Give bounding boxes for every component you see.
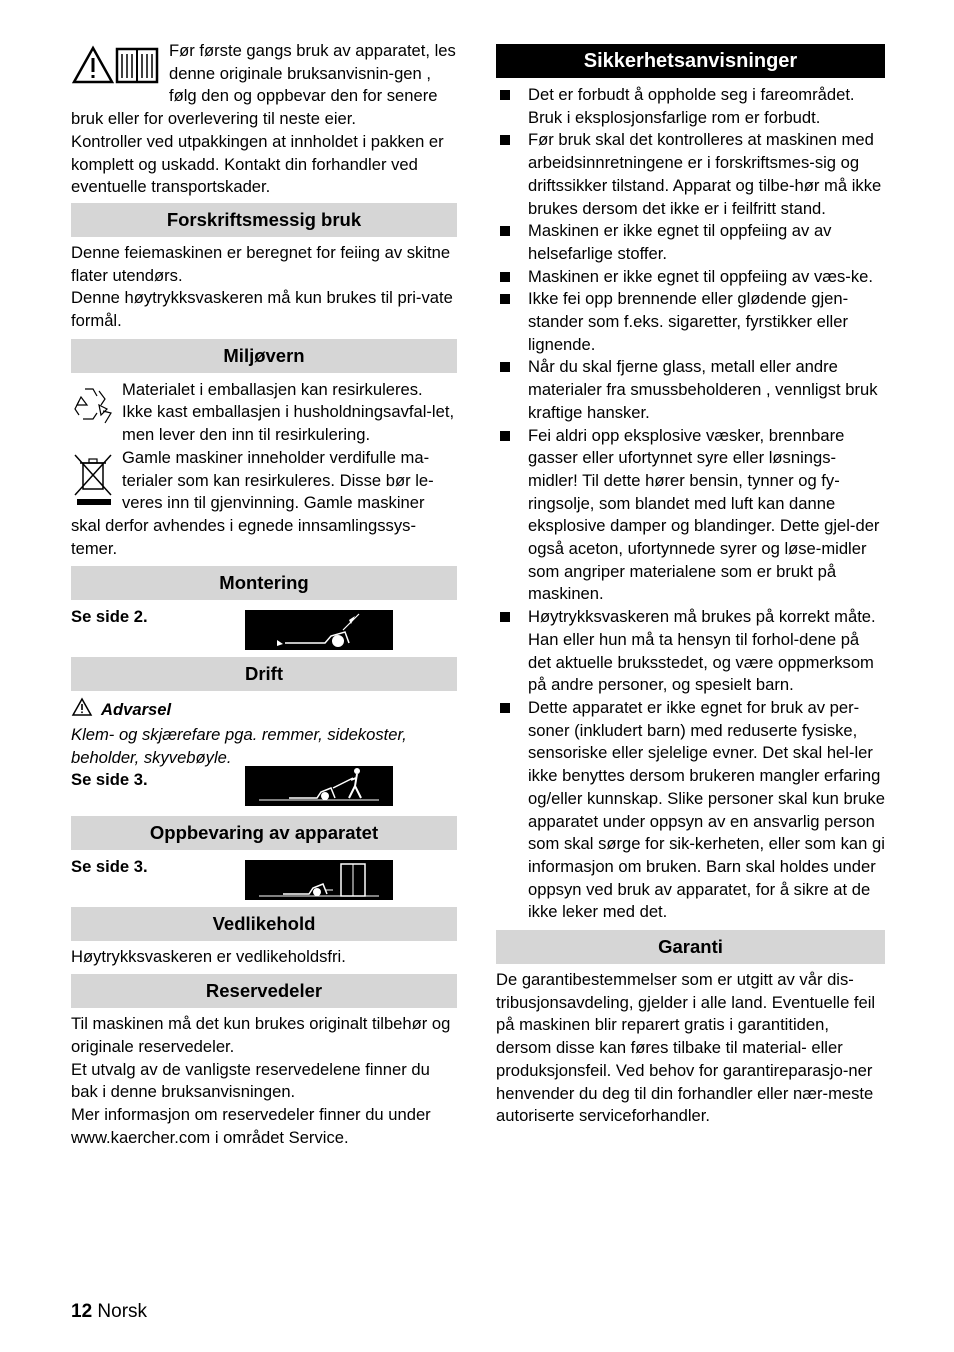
heading-vedlikehold: Vedlikehold [71,907,457,941]
list-item: Når du skal fjerne glass, metall eller andre materialer fra smussbeholderen , vennligst bruk kraftige hansker. [496,356,885,424]
bullet-square-icon [500,612,510,622]
vedlikehold-p1: Høytrykksvaskeren er vedlikeholdsfri. [71,947,346,967]
oppbevaring-ref-row [71,856,457,900]
drift-ref: Se side 3. [71,770,148,790]
heading-forskriftsmessig-bruk: Forskriftsmessig bruk [71,203,457,237]
drift-ref-row [71,769,457,813]
list-item: Det er forbudt å oppholde seg i fareområdet. Bruk i eksplosjonsfarlige rom er forbudt. [496,84,885,129]
list-item: Ikke fei opp brennende eller glødende gjen-stander som f.eks. sigaretter, fyrstikker eller lignende. [496,288,885,356]
forskrift-p1: Denne feiemaskinen er beregnet for feiing av skitne flater utendørs. [71,242,451,285]
safety-list [496,84,885,924]
miljo-body [71,379,457,561]
heading-reservedeler: Reservedeler [71,974,457,1008]
bullet-square-icon [500,703,510,713]
heading-sikkerhetsanvisninger: Sikkerhetsanvisninger [496,44,885,78]
drift-warning-line [71,697,457,724]
warning-text: Klem- og skjærefare pga. remmer, sidekoster, beholder, skyvebøyle. [71,725,407,767]
oppbevaring-ref: Se side 3. [71,857,148,877]
reservedeler-p3: Mer informasjon om reservedeler finner du under www.kaercher.com i området Service. [71,1104,431,1147]
reservedeler-p2: Et utvalg av de vanligste reservedelene finner du bak i denne bruksanvisningen. [71,1059,430,1102]
bullet-square-icon [500,226,510,236]
oppbevaring-illustration [245,860,393,900]
forskrift-p2: Denne høytrykksvaskeren må kun brukes til pri-vate formål. [71,288,453,331]
montering-illustration [245,610,393,650]
heading-garanti: Garanti [496,930,885,964]
forskrift-body [71,242,457,333]
garanti-p1: De garantibestemmelser som er utgitt av vår dis-tribusjonsavdeling, gjelder i alle land. Eventuelle feil på maskinen blir reparert gratis i garantitiden, dersom disse kan føres tilbake til material- eller produksjonsfeil. Ved behov for garantireparasjo-ner henvender du deg til din forhandler eller nær-meste autoriserte serviceforhandler. [496,970,876,1126]
miljo-p1: Materialet i emballasjen kan resirkuleres. Ikke kast emballasjen i husholdningsavfal-let, men lever den inn til resirkulering. [122,379,455,445]
weee-block [71,447,457,561]
drift-body [71,697,457,813]
bullet-square-icon [500,294,510,304]
list-item: Maskinen er ikke egnet til oppfeiing av væs-ke. [496,266,885,289]
heading-miljovern: Miljøvern [71,339,457,373]
miljo-p2: Gamle maskiner inneholder verdifulle ma-terialer som kan resirkuleres. Disse bør le-veres inn til gjenvinning. Gamle maskiner skal derfor avhendes i egnede innsamlingssys-temer. [71,447,434,558]
page-number: 12 [71,1301,93,1322]
bullet-square-icon [500,431,510,441]
intro-text-1: Før første gangs bruk av apparatet, les denne originale bruksanvisnin-gen , følg den og oppbevar den for senere bruk eller for overlevering til neste eier. [71,41,456,129]
warning-label: Advarsel [101,700,172,720]
recycle-block [71,379,457,447]
intro-block [71,40,457,199]
list-item: Før bruk skal det kontrolleres at maskinen med arbeidsinnretningene er i forskriftsmes-sig og driftssikker tilstand. Apparat og tilbe-hør må ikke brukes dersom det ikke er i feilfritt stand. [496,129,885,220]
montering-ref: Se side 2. [71,607,148,627]
intro-text-2: Kontroller ved utpakkingen at innholdet i pakken er komplett og uskadd. Kontakt din forhandler ved eventuelle transportskader. [71,131,444,197]
bullet-square-icon [500,362,510,372]
list-item: Maskinen er ikke egnet til oppfeiing av av helsefarlige stoffer. [496,220,885,265]
page-footer [71,1301,147,1324]
reservedeler-body [71,1013,457,1149]
heading-oppbevaring: Oppbevaring av apparatet [71,816,457,850]
bullet-square-icon [500,90,510,100]
footer-language: Norsk [97,1301,148,1322]
list-item: Dette apparatet er ikke egnet for bruk av per-soner (inkludert barn) med reduserte fysiske, sensoriske eller sjelelige evner. Det skal hel-ler ikke benyttes dersom brukeren mangler erfaring og/eller kunnskap. Slike personer skal kun bruke apparatet under oppsyn av en ansvarlig person som skal sørge for sik-kerheten, eller som kan gi informasjon om bruken. Barn skal holdes under oppsyn ved bruk av apparatet, for å sikre at de ikke leker med det. [496,697,885,924]
heading-montering: Montering [71,566,457,600]
bullet-square-icon [500,135,510,145]
list-item: Høytrykksvaskeren må brukes på korrekt måte. Han eller hun må ta hensyn til forhol-dene på det aktuelle bruksstedet, og være oppmerksom på andre personer, og spesielt barn. [496,606,885,697]
reservedeler-p1: Til maskinen må det kun brukes originalt tilbehør og originale reservedeler. [71,1014,451,1056]
heading-drift: Drift [71,657,457,691]
warning-icon [71,697,93,724]
right-column [496,44,885,1128]
montering-ref-row [71,606,457,650]
drift-illustration [245,766,393,806]
list-item: Fei aldri opp eksplosive væsker, brennbare gasser eller ufortynnet syre eller løsnings-midler! Til dette hører bensin, tynner og fy-ringsolje, som blandet med luft kan danne eksplosive damper og blandinger. Dette gjel-der også aceton, ufortynnede syrer og løse-midler som angriper materialene som er brukt på maskinen. [496,425,885,607]
crossed-bin-icon [71,451,117,497]
bullet-square-icon [500,272,510,282]
warning-manual-icon [71,44,167,88]
recycle-icon [71,383,117,429]
left-column [71,40,457,1149]
